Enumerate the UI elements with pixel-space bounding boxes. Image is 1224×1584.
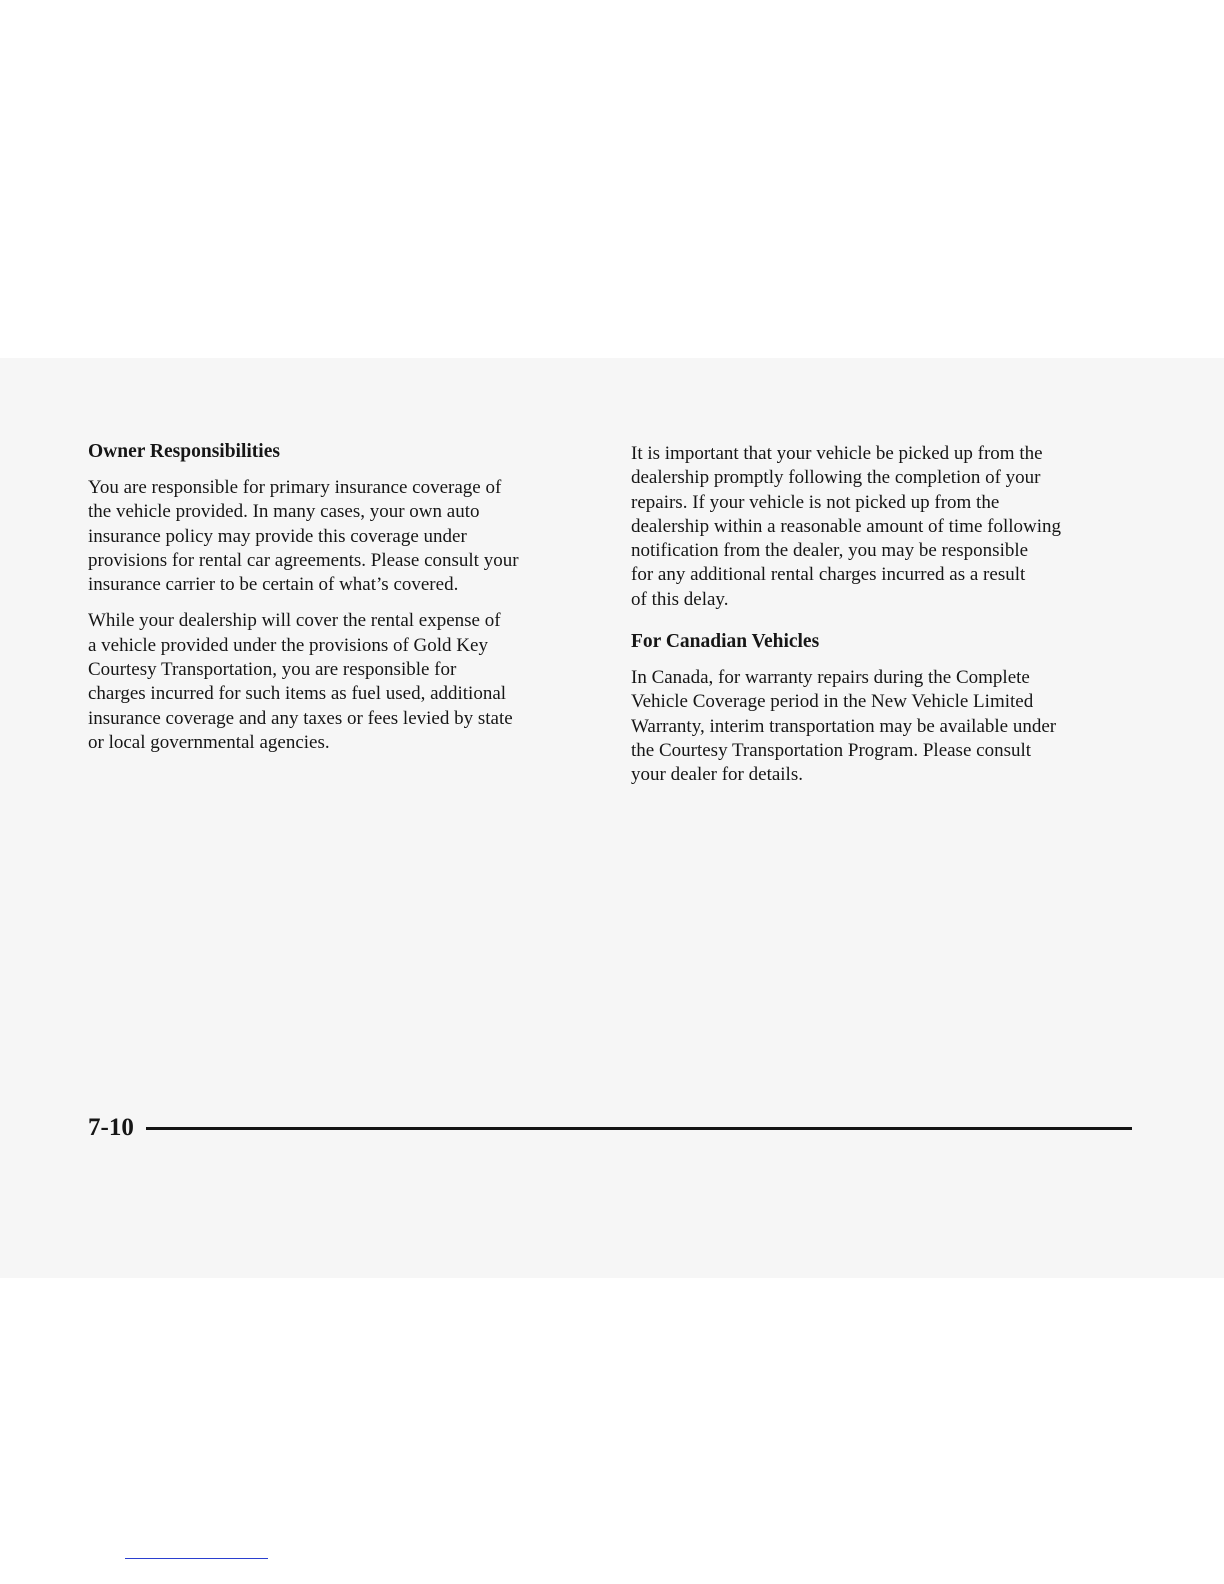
text-line: Courtesy Transportation, you are responsible for <box>88 659 457 681</box>
right-column <box>631 442 1141 800</box>
canadian-vehicles-heading: For Canadian Vehicles <box>631 631 820 653</box>
left-column <box>88 440 598 767</box>
owner-responsibilities-paragraph-2 <box>88 609 598 755</box>
text-line: In Canada, for warranty repairs during the Complete <box>631 667 1030 689</box>
text-line: insurance carrier to be certain of what’s covered. <box>88 574 459 596</box>
text-line: You are responsible for primary insurance coverage of <box>88 477 502 498</box>
text-line: Vehicle Coverage period in the New Vehicle Limited <box>631 691 1034 713</box>
text-line: dealership promptly following the completion of your <box>631 467 1041 489</box>
text-line: the vehicle provided. In many cases, your own auto <box>88 501 480 523</box>
page-footer <box>88 1112 1132 1144</box>
pickup-paragraph <box>631 442 1141 612</box>
owner-responsibilities-paragraph-1 <box>88 476 598 597</box>
text-line: It is important that your vehicle be picked up from the <box>631 443 1043 464</box>
text-line: charges incurred for such items as fuel used, additional <box>88 683 507 705</box>
text-line: insurance coverage and any taxes or fees levied by state <box>88 707 513 729</box>
text-line: or local governmental agencies. <box>88 731 330 753</box>
canadian-vehicles-paragraph <box>631 666 1141 787</box>
text-line: dealership within a reasonable amount of time following <box>631 515 1062 537</box>
text-line: a vehicle provided under the provisions of Gold Key <box>88 634 488 656</box>
text-line: insurance policy may provide this coverage under <box>88 525 467 547</box>
page-number: 7-10 <box>88 1114 134 1141</box>
text-line: While your dealership will cover the rental expense of <box>88 610 501 632</box>
text-line: repairs. If your vehicle is not picked up from the <box>631 491 1000 513</box>
bottom-link-underline <box>125 1558 268 1559</box>
text-line: of this delay. <box>631 588 729 610</box>
footer-rule <box>146 1127 1132 1130</box>
text-line: notification from the dealer, you may be responsible <box>631 540 1029 562</box>
text-line: for any additional rental charges incurred as a result <box>631 564 1026 586</box>
text-line: the Courtesy Transportation Program. Please consult <box>631 739 1032 761</box>
text-line: your dealer for details. <box>631 764 803 786</box>
owner-responsibilities-heading: Owner Responsibilities <box>88 441 280 462</box>
text-line: provisions for rental car agreements. Please consult your <box>88 549 519 571</box>
text-line: Warranty, interim transportation may be available under <box>631 715 1057 737</box>
